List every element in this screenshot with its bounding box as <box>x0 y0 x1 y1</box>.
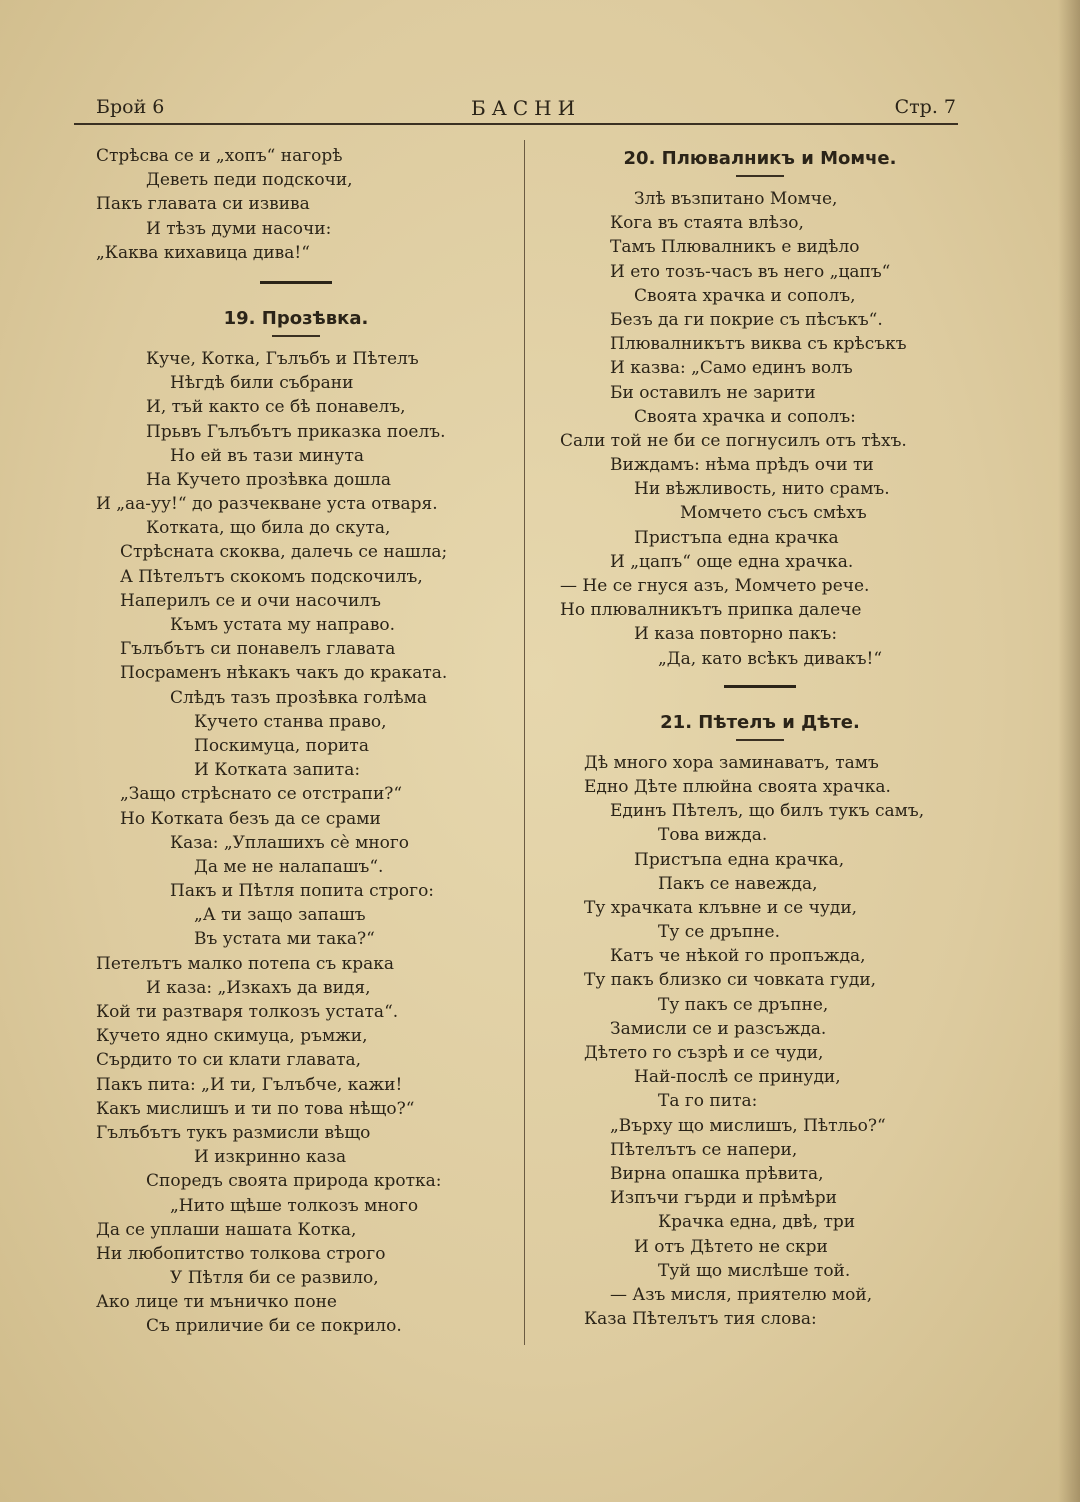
poem-body <box>96 347 496 1339</box>
verse-line: Нѣгдѣ били събрани <box>170 373 354 394</box>
verse-line: Ни любопитство толкова строго <box>96 1243 386 1264</box>
poem-title: 20. Плювалникъ и Момче. <box>623 148 897 169</box>
verse-line: „Защо стрѣснато се отстрапи?“ <box>120 784 403 805</box>
verse-line: „Нито щѣше толкозъ много <box>170 1195 419 1216</box>
verse-line: Пѣтелътъ се напери, <box>610 1139 798 1160</box>
verse-line: Пакъ и Пѣтля попита строго: <box>170 881 435 902</box>
verse-line: И „цапъ“ още една храчка. <box>610 551 854 572</box>
verse-line: И изкринно каза <box>194 1147 347 1168</box>
verse-line: Ту храчката клъвне и се чуди, <box>584 897 858 918</box>
verse-line: Пристъпа една крачка, <box>634 849 845 870</box>
page-header <box>96 96 956 126</box>
poem-title: 21. Пѣтелъ и Дѣте. <box>660 711 860 733</box>
verse-line: Ни вѣжливость, нито срамъ. <box>634 479 890 500</box>
header-rule <box>74 123 958 125</box>
verse-line: Най-послѣ се принуди, <box>634 1067 841 1088</box>
column-divider <box>524 140 525 1345</box>
verse-line: Посраменъ нѣкакъ чакъ до краката. <box>120 663 448 684</box>
verse-line: И тѣзъ думи насочи: <box>146 218 332 239</box>
verse-line: Гълъбътъ си понавелъ главата <box>120 639 396 660</box>
poem-title: 19. Прозѣвка. <box>223 307 369 329</box>
verse-line: Кой ти разтваря толкозъ устата“. <box>96 1002 399 1022</box>
verse-line: Но ей въ тази минута <box>170 445 365 466</box>
verse-line: Къмъ устата му направо. <box>170 615 396 635</box>
verse-line: Ту пакъ се дръпне, <box>658 994 829 1015</box>
verse-line: Пакъ главата си извива <box>96 194 310 215</box>
verse-line: Споредъ своята природа кротка: <box>146 1171 442 1192</box>
verse-line: На Кучето прозѣвка дошла <box>146 469 392 490</box>
page-spine-shadow <box>1058 0 1080 1502</box>
verse-line: Пристъпа една крачка <box>634 527 839 548</box>
verse-line: И Котката запита: <box>194 760 361 781</box>
verse-line: Каза Пѣтелътъ тия слова: <box>584 1309 817 1330</box>
verse-line: Сали той не би се погнусилъ отъ тѣхъ. <box>560 430 907 451</box>
verse-line: Стрѣсната скоква, далечь се нашла; <box>120 542 448 563</box>
verse-line: Но Котката безъ да се срами <box>120 808 381 829</box>
verse-line: Виждамъ: нѣма прѣдъ очи ти <box>610 455 874 476</box>
right-column <box>560 144 960 1331</box>
verse-line: Прьвъ Гълъбътъ приказка поелъ. <box>146 421 446 442</box>
verse-line: Какъ мислишъ и ти по това нѣщо?“ <box>96 1098 415 1119</box>
verse-line: Дѣ много хора заминаватъ, тамъ <box>584 752 879 773</box>
poem-body <box>560 751 960 1332</box>
verse-line: Кучето станва право, <box>194 711 387 732</box>
verse-line: И казва: „Само единъ волъ <box>610 358 853 379</box>
verse-line: Куче, Котка, Гълъбъ и Пѣтелъ <box>146 348 419 369</box>
verse-line: Безъ да ги покрие съ пѣсъкъ“. <box>610 309 883 330</box>
verse-line: Злѣ възпитано Момче, <box>634 189 838 209</box>
verse-line: У Пѣтля би се развило, <box>170 1268 379 1289</box>
page-number: Стр. 7 <box>894 96 956 118</box>
verse-line: И, тъй както се бѣ понавелъ, <box>146 397 406 418</box>
verse-line: Пакъ пита: „И ти, Гълъбче, кажи! <box>96 1074 403 1095</box>
verse-line: И ето тозъ-часъ въ него „цапъ“ <box>610 261 891 282</box>
verse-line: Катъ че нѣкой го пропъжда, <box>610 946 866 967</box>
verse-line: Поскимуца, порита <box>194 735 369 756</box>
verse-line: Каза: „Уплашихъ сѐ много <box>170 832 410 853</box>
verse-line: Пакъ се навежда, <box>658 873 818 894</box>
verse-line: Ту пакъ близко си човката гуди, <box>584 970 877 991</box>
verse-line: Съ приличие би се покрило. <box>146 1316 402 1337</box>
verse-line: Вирна опашка прѣвита, <box>610 1163 824 1184</box>
verse-line: Петелътъ малко потепа съ крака <box>96 953 395 974</box>
verse-line: Гълъбътъ тукъ размисли вѣщо <box>96 1122 371 1143</box>
verse-line: Та го пита: <box>658 1091 758 1112</box>
verse-line: Слѣдъ тазъ прозѣвка голѣма <box>170 687 428 708</box>
verse-line: — Азъ мисля, приятелю мой, <box>610 1284 873 1305</box>
verse-line: Изпъчи гърди и прѣмѣри <box>610 1188 837 1209</box>
verse-line: Наперилъ се и очи насочилъ <box>120 590 381 611</box>
verse-line: Своята храчка и сополъ: <box>634 406 856 427</box>
verse-line: Своята храчка и сополъ, <box>634 285 856 306</box>
verse-line: „А ти защо запашъ <box>194 905 366 926</box>
verse-line: Да се уплаши нашата Котка, <box>96 1219 357 1240</box>
verse-line: Стрѣсва се и „хопъ“ нагорѣ <box>96 146 343 166</box>
verse-line: „Върху що мислишъ, Пѣтльо?“ <box>610 1115 886 1136</box>
verse-line: — Не се гнуся азъ, Момчето рече. <box>560 576 870 596</box>
verse-line: Туй що мислѣше той. <box>658 1260 851 1281</box>
verse-line: Ту се дръпне. <box>658 922 781 943</box>
poem-continuation <box>96 144 496 265</box>
verse-line: Сърдито то си клати главата, <box>96 1050 362 1071</box>
verse-line: Въ устата ми така?“ <box>194 929 375 950</box>
verse-line: Тамъ Плювалникъ е видѣло <box>610 237 860 258</box>
verse-line: Едно Дѣте плюйна своята храчка. <box>584 776 891 797</box>
verse-line: Кучето ядно скимуца, ръмжи, <box>96 1026 368 1047</box>
verse-line: Но плювалникътъ припка далече <box>560 600 862 621</box>
verse-line: „Да, като всѣкъ дивакъ!“ <box>658 648 883 669</box>
left-column <box>96 144 496 1339</box>
verse-line: Ако лице ти мъничко поне <box>96 1292 337 1313</box>
verse-line: А Пѣтелътъ скокомъ подскочилъ, <box>120 566 423 587</box>
verse-line: Деветь педи подскочи, <box>146 170 353 191</box>
issue-number: Брой 6 <box>96 96 165 118</box>
verse-line: Да ме не налапашъ“. <box>194 856 384 877</box>
verse-line: Дѣтето го съзрѣ и се чуди, <box>584 1043 824 1063</box>
verse-line: Котката, що била до скута, <box>146 518 391 539</box>
verse-line: И „аа-уу!“ до разчекване уста отваря. <box>96 494 438 515</box>
verse-line: „Каква кихавица дива!“ <box>96 242 310 263</box>
verse-line: И отъ Дѣтето не скри <box>634 1236 828 1257</box>
verse-line: И каза: „Изкахъ да видя, <box>146 977 371 998</box>
verse-line: Това вижда. <box>658 825 768 846</box>
verse-line: И каза повторно пакъ: <box>634 624 838 645</box>
verse-line: Замисли се и разсъжда. <box>610 1018 827 1039</box>
poem-body <box>560 187 960 671</box>
verse-line: Момчето съсъ смѣхъ <box>680 503 867 524</box>
verse-line: Кога въ стаята влѣзо, <box>610 213 804 234</box>
verse-line: Единъ Пѣтелъ, що билъ тукъ самъ, <box>610 801 925 822</box>
verse-line: Крачка една, двѣ, три <box>658 1212 856 1233</box>
publication-title: БАСНИ <box>470 96 582 120</box>
verse-line: Би оставилъ не зарити <box>610 382 816 403</box>
verse-line: Плювалникътъ виква съ крѣсъкъ <box>610 334 907 355</box>
